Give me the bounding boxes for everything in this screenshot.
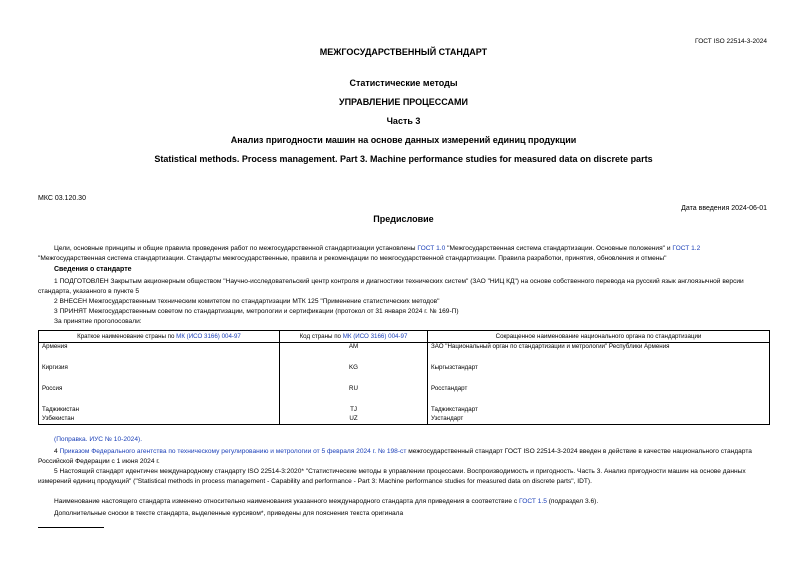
foreword-heading: Предисловие	[373, 214, 434, 224]
header-country-code	[280, 331, 428, 343]
country-cell: Таджикистан	[39, 406, 280, 415]
header-standards-body: Сокращенное наименование национального органа по стандартизации	[428, 331, 770, 343]
table-row	[39, 406, 770, 415]
country-cell: Армения	[39, 343, 280, 353]
naming-note	[54, 497, 769, 507]
country-cell: Киргизия	[39, 364, 280, 373]
voted-label: За принятие проголосовали:	[54, 318, 142, 325]
mks-code: МКС 03.120.30	[38, 195, 86, 202]
naming-text-1: Наименование настоящего стандарта изменено относительно наименования указанного международного стандарта для приведения в соответствие с	[54, 498, 519, 505]
mk-iso-3166-link[interactable]: МК (ИСО 3166) 004-97	[342, 333, 408, 340]
document-code: ГОСТ ISO 22514-3-2024	[695, 38, 767, 45]
body-cell: Узстандарт	[428, 415, 770, 425]
rosstandart-order-link[interactable]: Приказом Федерального агентства по техническому регулированию и метрологии от 5 февраля 2024 г. № 198-ст	[59, 448, 407, 455]
item-4	[38, 447, 769, 467]
footnote-divider	[38, 527, 104, 528]
gost-1-2-link[interactable]: ГОСТ 1.2	[672, 245, 701, 252]
standard-type-heading: МЕЖГОСУДАРСТВЕННЫЙ СТАНДАРТ	[319, 47, 488, 57]
code-cell: AM	[280, 343, 428, 353]
foreword-text-2: "Межгосударственная система стандартизации. Основные положения" и	[445, 245, 673, 252]
body-cell: Кыргызстандарт	[428, 364, 770, 373]
foreword-paragraph	[38, 244, 769, 264]
item-4-text: межгосударственный стандарт ГОСТ ISO 22514-3-2024 введен в действие в качестве национального стандарта Российской Федерации с 1 июня 2024 г.	[38, 448, 752, 465]
footnotes-note: Дополнительные сноски в тексте стандарта, выделенные курсивом*, приведены для пояснения текста оригинала	[54, 510, 404, 517]
item-4-number: 4	[54, 448, 60, 455]
countries-table	[38, 330, 770, 425]
series-title: Статистические методы	[349, 78, 458, 88]
header-country-text: Краткое наименование страны по	[77, 333, 177, 340]
country-cell: Россия	[39, 385, 280, 394]
body-cell: ЗАО "Национальный орган по стандартизации и метрологии" Республики Армения	[428, 343, 770, 353]
naming-text-2: (подраздел 3.6).	[546, 498, 599, 505]
mk-iso-3166-link[interactable]: МК (ИСО 3166) 004-97	[176, 333, 241, 340]
gost-1-0-link[interactable]: ГОСТ 1.0	[417, 245, 446, 252]
item-5: 5 Настоящий стандарт идентичен международному стандарту ISO 22514-3:2020* "Статистические методы в управлении процессами. Воспроизводимость и пригодность. Часть 3. Анализ пригодности машин на основе данных измерений единиц продукций" ("Statistical methods in process management - Capability and performance - Part 3: Machine performance studies for measured data on discrete parts", IDT).	[38, 468, 746, 485]
code-cell: KG	[280, 364, 428, 373]
info-heading: Сведения о стандарте	[54, 266, 132, 273]
english-title: Statistical methods. Process management. Part 3. Machine performance studies for measured data on discrete parts	[154, 154, 653, 164]
table-header-row	[39, 331, 770, 343]
code-cell: TJ	[280, 406, 428, 415]
body-cell: Таджикстандарт	[428, 406, 770, 415]
country-cell: Узбекистан	[39, 415, 280, 425]
header-country-name	[39, 331, 280, 343]
subject-title: УПРАВЛЕНИЕ ПРОЦЕССАМИ	[338, 97, 468, 107]
russian-title: Анализ пригодности машин на основе данных измерений единиц продукции	[230, 135, 577, 145]
item-1: 1 ПОДГОТОВЛЕН Закрытым акционерным обществом "Научно-исследовательский центр контроля и диагностики технических систем" (ЗАО "НИЦ КД") на основе собственного перевода на русский язык англоязычной версии стандарта, указанного в пункте 5	[38, 278, 744, 295]
foreword-text-3: "Межгосударственная система стандартизации. Стандарты межгосударственные, правила и рекомендации по межгосударственной стандартизации. Правила разработки, принятия, обновления и отмены"	[38, 255, 667, 262]
part-title: Часть 3	[386, 116, 421, 126]
body-cell: Росстандарт	[428, 385, 770, 394]
table-row	[39, 364, 770, 373]
code-cell: UZ	[280, 415, 428, 425]
introduction-date: Дата введения 2024-06-01	[681, 205, 767, 212]
item-3: 3 ПРИНЯТ Межгосударственным советом по стандартизации, метрологии и сертификации (протокол от 31 января 2024 г. № 169-П)	[54, 308, 459, 315]
amendment-link[interactable]: (Поправка. ИУС № 10-2024).	[54, 436, 143, 443]
code-cell: RU	[280, 385, 428, 394]
gost-1-5-link[interactable]: ГОСТ 1.5	[519, 498, 547, 505]
item-2: 2 ВНЕСЕН Межгосударственным техническим комитетом по стандартизации МТК 125 "Применение статистических методов"	[54, 298, 440, 305]
header-code-text: Код страны по	[299, 333, 343, 340]
table-row	[39, 415, 770, 425]
table-row	[39, 385, 770, 394]
table-row	[39, 343, 770, 353]
foreword-text-1: Цели, основные принципы и общие правила проведения работ по межгосударственной стандартизации установлены	[54, 245, 418, 252]
